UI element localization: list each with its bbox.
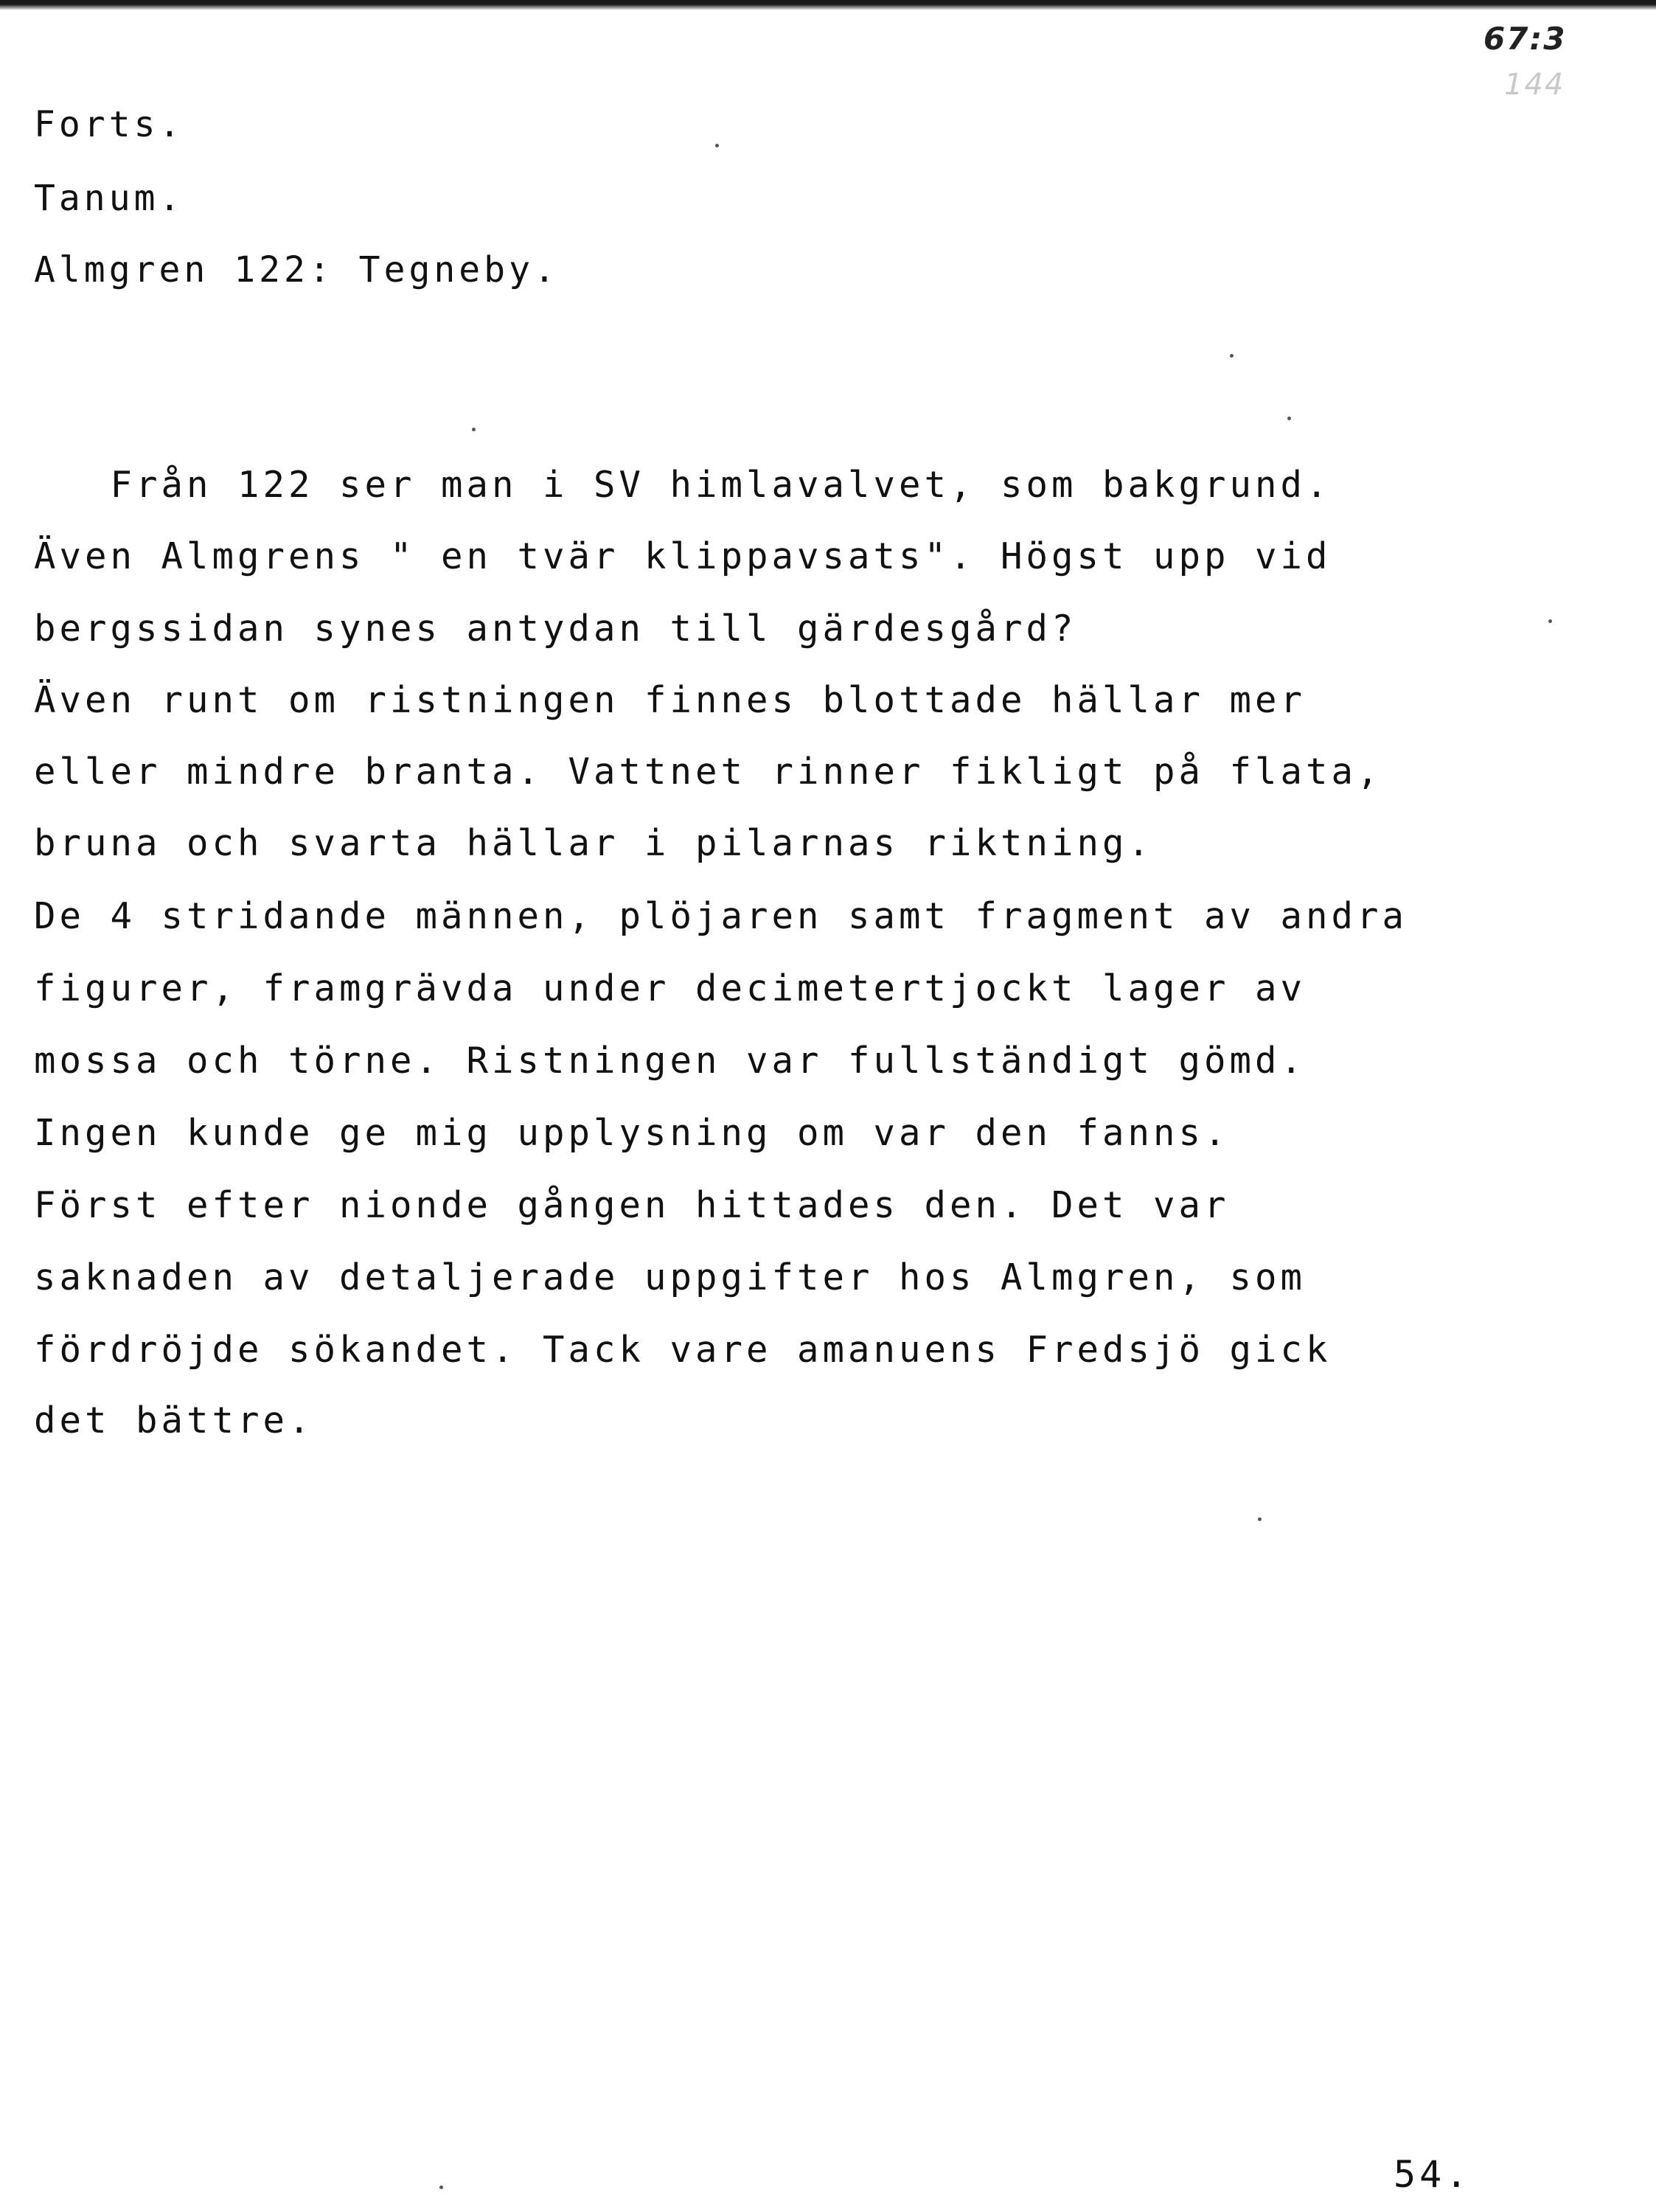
body-line-7: De 4 stridande männen, plöjaren samt fragment av andra xyxy=(34,895,1408,937)
paper-speck xyxy=(439,2185,443,2189)
paper-speck xyxy=(1258,1517,1262,1521)
page-number: 54. xyxy=(1394,2153,1472,2196)
header-site: Almgren 122: Tegneby. xyxy=(34,249,559,291)
page-top-edge xyxy=(0,0,1656,10)
body-line-4: Även runt om ristningen finnes blottade hällar mer xyxy=(34,679,1307,721)
body-line-6: bruna och svarta hällar i pilarnas riktning. xyxy=(34,822,1154,864)
body-line-1: Från 122 ser man i SV himlavalvet, som bakgrund. xyxy=(34,464,1332,506)
archive-number: 67:3 xyxy=(1483,21,1567,57)
faint-pencil-number: 144 xyxy=(1504,68,1565,102)
paper-speck xyxy=(1548,619,1552,623)
paper-speck xyxy=(1287,417,1291,420)
body-line-11: Först efter nionde gången hittades den. Det var xyxy=(34,1184,1230,1226)
body-line-5: eller mindre branta. Vattnet rinner fikligt på flata, xyxy=(34,751,1382,793)
body-line-13: fördröjde sökandet. Tack vare amanuens Fredsjö gick xyxy=(34,1329,1332,1371)
body-line-8: figurer, framgrävda under decimetertjockt lager av xyxy=(34,967,1307,1009)
body-line-14: det bättre. xyxy=(34,1399,314,1441)
paper-speck xyxy=(472,428,476,431)
header-parish: Tanum. xyxy=(34,178,184,219)
body-line-12: saknaden av detaljerade uppgifter hos Almgren, som xyxy=(34,1256,1307,1298)
body-line-3: bergssidan synes antydan till gärdesgård? xyxy=(34,608,1077,650)
body-line-10: Ingen kunde ge mig upplysning om var den fanns. xyxy=(34,1112,1230,1154)
header-forts: Forts. xyxy=(34,104,184,145)
body-line-9: mossa och törne. Ristningen var fullständigt gömd. xyxy=(34,1040,1307,1082)
paper-speck xyxy=(1230,354,1234,358)
body-line-2: Även Almgrens " en tvär klippavsats". Högst upp vid xyxy=(34,535,1332,577)
paper-speck xyxy=(715,144,719,147)
